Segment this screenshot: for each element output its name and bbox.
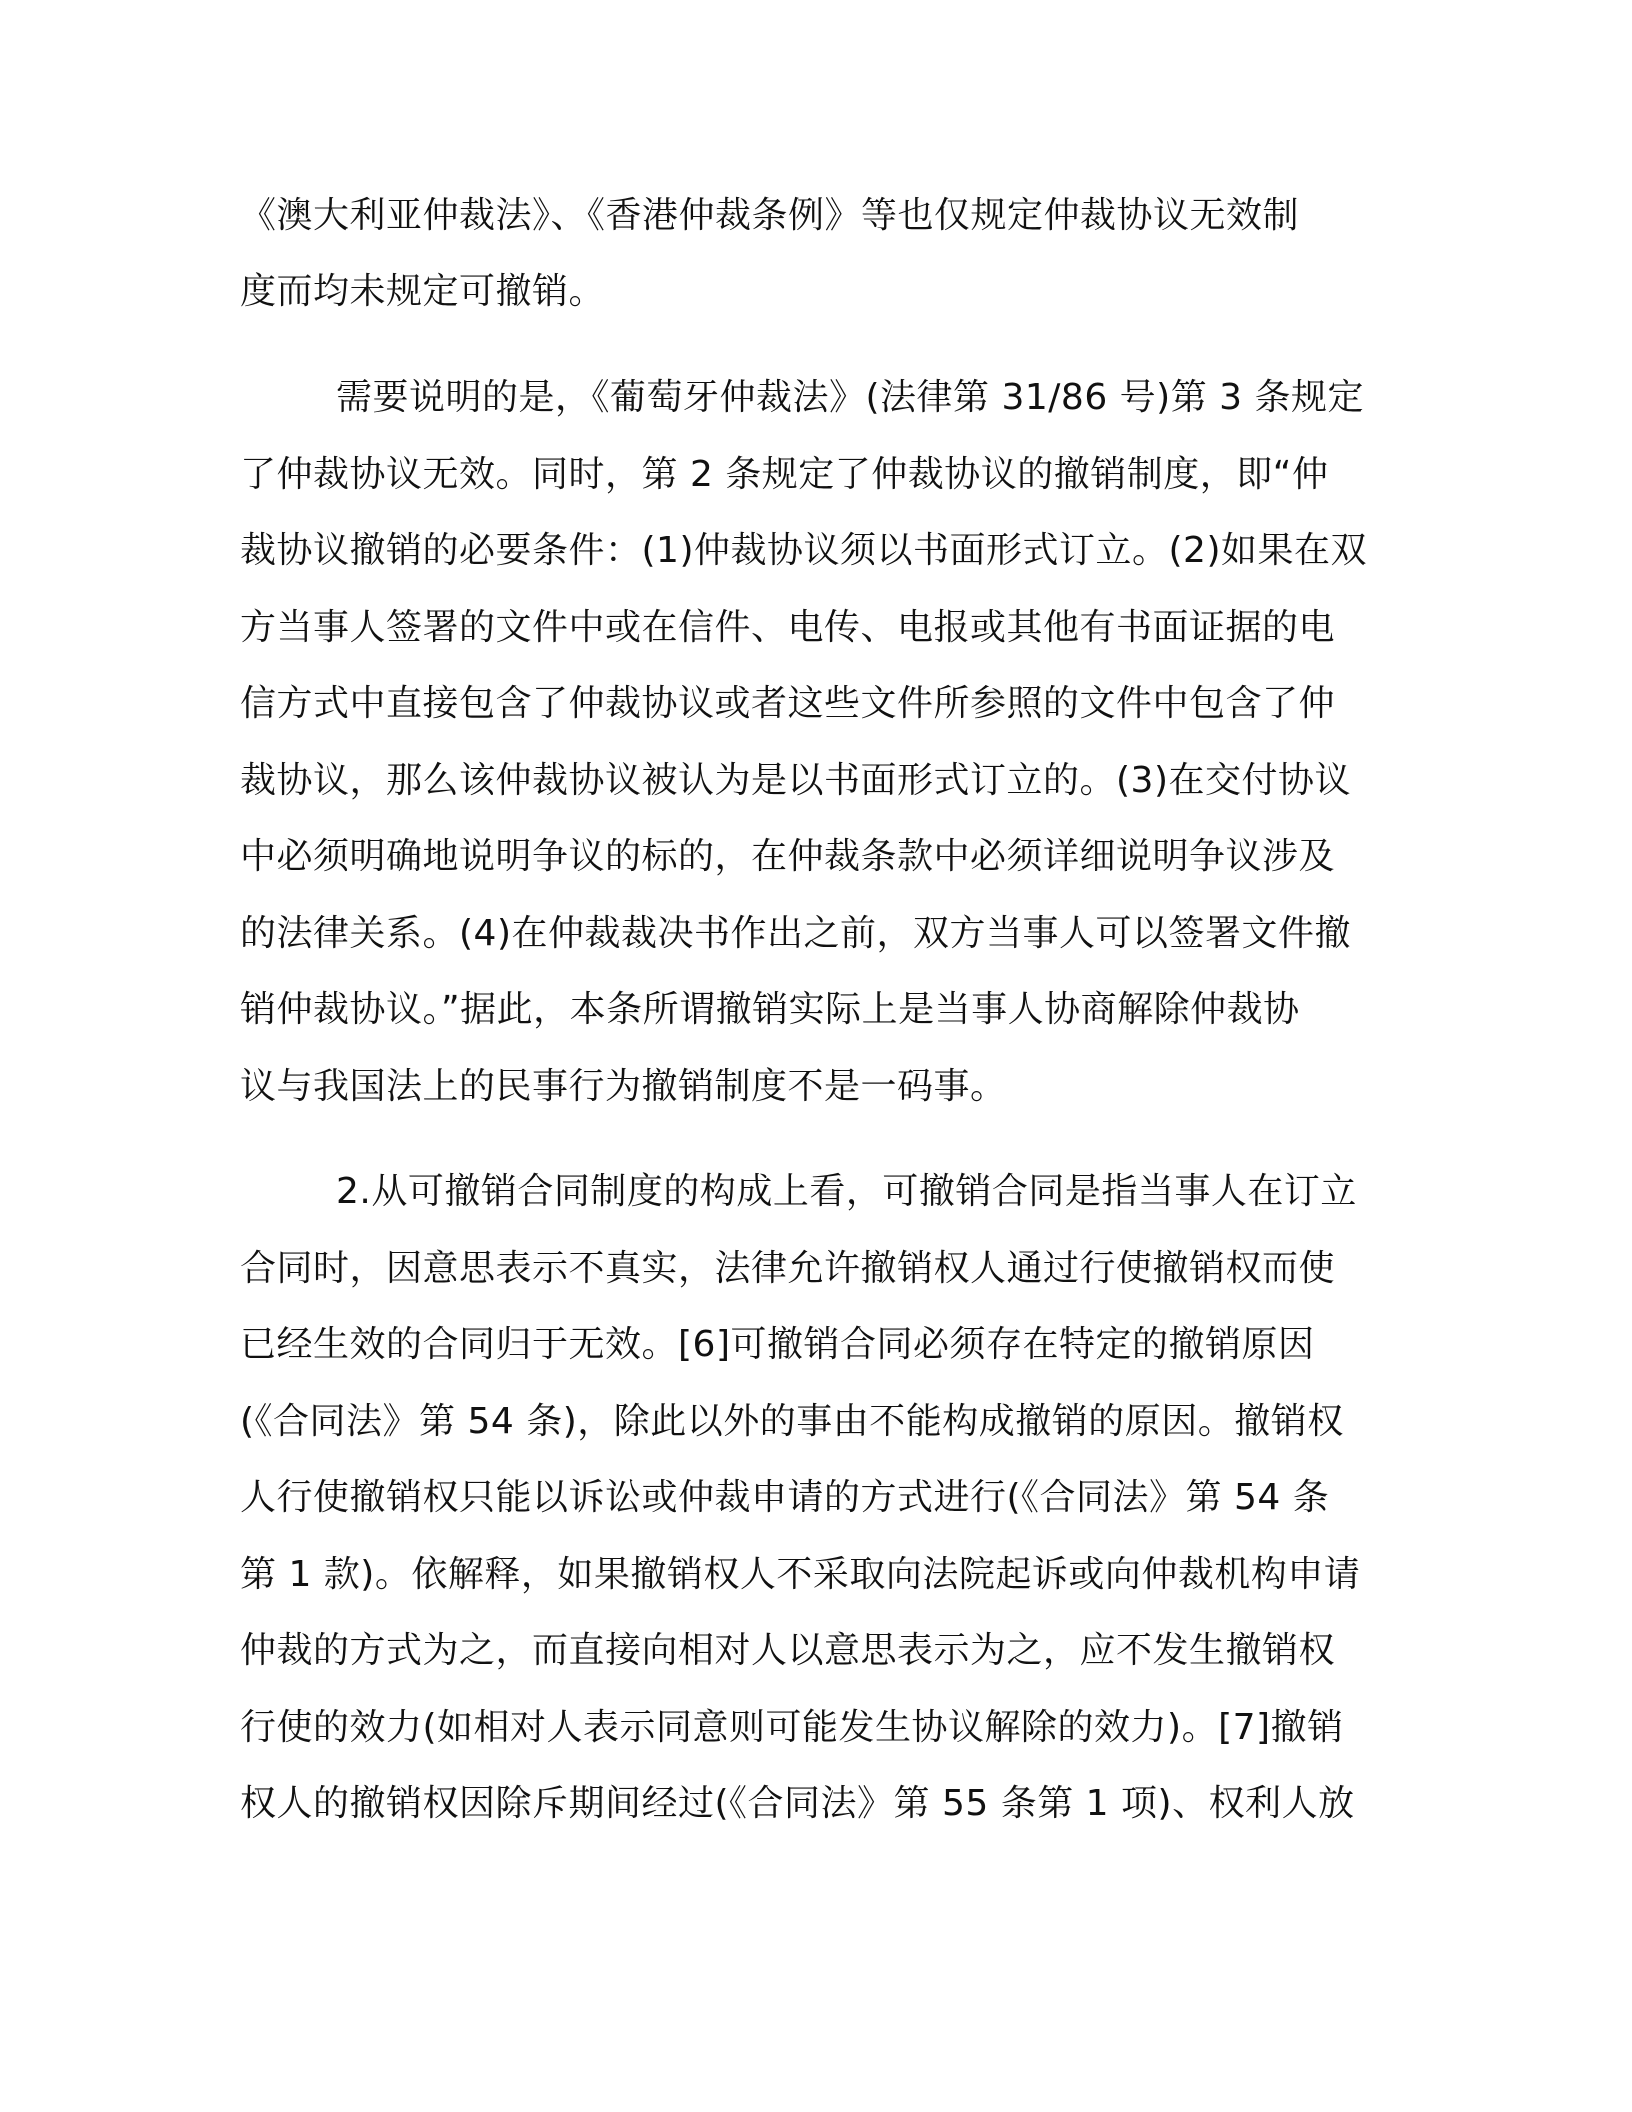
text-line: 了仲裁协议无效。同时，第 2 条规定了仲裁协议的撤销制度，即“仲 [240, 454, 1329, 495]
text-line: 行使的效力(如相对人表示同意则可能发生协议解除的效力)。[7]撤销 [240, 1707, 1344, 1748]
text-line: 人行使撤销权只能以诉讼或仲裁申请的方式进行(《合同法》第 54 条 [240, 1477, 1330, 1518]
text-line: 2.从可撤销合同制度的构成上看，可撤销合同是指当事人在订立 [336, 1171, 1357, 1212]
text-line: 裁协议，那么该仲裁协议被认为是以书面形式订立的。(3)在交付协议 [240, 760, 1351, 801]
text-line: 需要说明的是，《葡萄牙仲裁法》(法律第 31/86 号)第 3 条规定 [336, 377, 1365, 418]
text-line: 中必须明确地说明争议的标的，在仲裁条款中必须详细说明争议涉及 [240, 836, 1336, 877]
text-line: 《澳大利亚仲裁法》、《香港仲裁条例》等也仅规定仲裁协议无效制 [240, 195, 1300, 236]
text-line: 方当事人签署的文件中或在信件、电传、电报或其他有书面证据的电 [240, 607, 1336, 648]
text-line: 议与我国法上的民事行为撤销制度不是一码事。 [240, 1066, 1007, 1107]
text-line: 第 1 款)。依解释，如果撤销权人不采取向法院起诉或向仲裁机构申请 [240, 1554, 1361, 1595]
text-line: 销仲裁协议。”据此，本条所谓撤销实际上是当事人协商解除仲裁协 [240, 989, 1300, 1030]
text-line: 合同时，因意思表示不真实，法律允许撤销权人通过行使撤销权而使 [240, 1248, 1336, 1289]
text-line: 裁协议撤销的必要条件：(1)仲裁协议须以书面形式订立。(2)如果在双 [240, 530, 1367, 571]
text-line: 已经生效的合同归于无效。[6]可撤销合同必须存在特定的撤销原因 [240, 1324, 1315, 1365]
text-line: (《合同法》第 54 条)，除此以外的事由不能构成撤销的原因。撤销权 [240, 1401, 1344, 1442]
text-line: 的法律关系。(4)在仲裁裁决书作出之前，双方当事人可以签署文件撤 [240, 913, 1351, 954]
text-line: 仲裁的方式为之，而直接向相对人以意思表示为之，应不发生撤销权 [240, 1630, 1336, 1671]
text-line: 信方式中直接包含了仲裁协议或者这些文件所参照的文件中包含了仲 [240, 683, 1336, 724]
text-line: 权人的撤销权因除斥期间经过(《合同法》第 55 条第 1 项)、权利人放 [240, 1783, 1355, 1824]
text-line: 度而均未规定可撤销。 [240, 271, 606, 312]
